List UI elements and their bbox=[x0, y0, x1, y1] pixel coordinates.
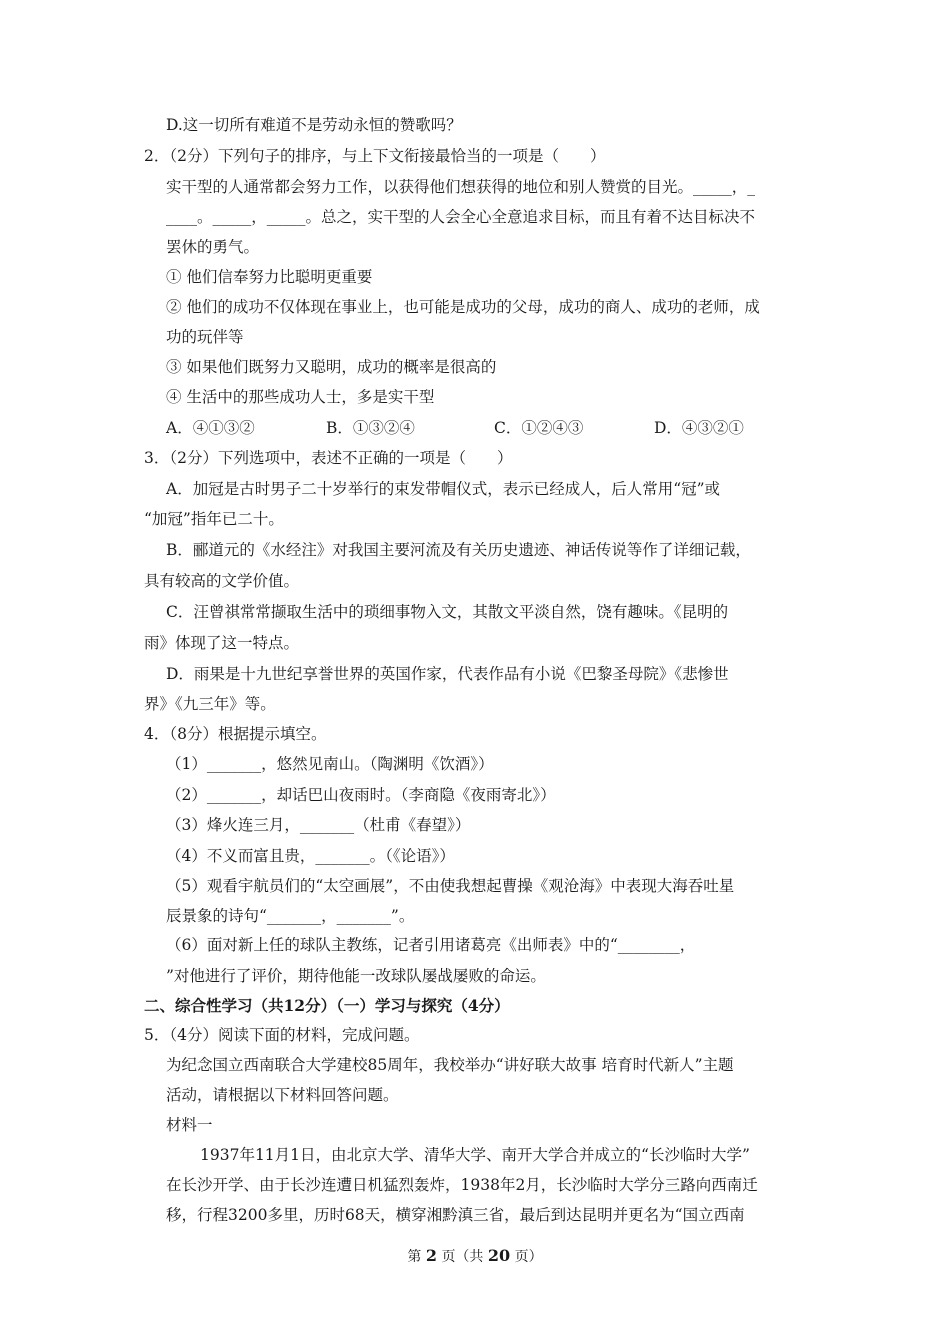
q2-item: ④ 生活中的那些成功人士，多是实干型 bbox=[166, 388, 435, 406]
q2-item: ① 他们信奉努力比聪明更重要 bbox=[166, 268, 373, 286]
footer-post: 页） bbox=[514, 1249, 543, 1265]
q4-header: 4．（8分）根据提示填空。 bbox=[144, 725, 327, 743]
footer-pre: 第 bbox=[407, 1249, 422, 1265]
q1-option-d: D.这一切所有难道不是劳动永恒的赞歌吗？ bbox=[166, 116, 462, 134]
footer-total-pages: 20 bbox=[487, 1246, 511, 1265]
q5-line: 活动，请根据以下材料回答问题。 bbox=[166, 1086, 399, 1104]
q3-option-line: C．汪曾祺常常撷取生活中的琐细事物入文，其散文平淡自然，饶有趣味。《昆明的 bbox=[166, 603, 729, 621]
q2-passage-line: ____。_____，_____。总之，实干型的人会全心全意追求目标，而且有着不达目标决不 bbox=[166, 208, 756, 226]
q5-material-label: 材料一 bbox=[166, 1116, 213, 1134]
q2-item: ② 他们的成功不仅体现在事业上，也可能是成功的父母，成功的商人、成功的老师，成 bbox=[166, 298, 760, 316]
q3-option-line: B．郦道元的《水经注》对我国主要河流及有关历史遗迹、神话传说等作了详细记载， bbox=[166, 541, 751, 559]
q5-line: 1937年11月1日，由北京大学、清华大学、南开大学合并成立的“长沙临时大学” bbox=[200, 1146, 750, 1164]
footer-mid: 页（共 bbox=[441, 1249, 484, 1265]
q3-header: 3．（2分）下列选项中，表述不正确的一项是（ ） bbox=[144, 449, 513, 467]
q5-line: 移，行程3200多里，历时68天，横穿湘黔滇三省，最后到达昆明并更名为“国立西南 bbox=[166, 1206, 745, 1224]
q2-passage-line: 罢休的勇气。 bbox=[166, 238, 260, 256]
q4-item: （5）观看宇航员们的“太空画展”，不由使我想起曹操《观沧海》中表现大海吞吐星 bbox=[166, 877, 735, 895]
q2-item: 功的玩伴等 bbox=[166, 328, 244, 346]
q2-passage-line: 实干型的人通常都会努力工作，以获得他们想获得的地位和别人赞赏的目光。_____，_ bbox=[166, 178, 756, 196]
q2-header: 2．（2分）下列句子的排序，与上下文衔接最恰当的一项是（ ） bbox=[144, 147, 606, 165]
page-footer bbox=[0, 1246, 950, 1267]
q2-option-b: B．①③②④ bbox=[326, 419, 415, 437]
q2-item: ③ 如果他们既努力又聪明，成功的概率是很高的 bbox=[166, 358, 497, 376]
q4-item: （4）不义而富且贵，_______。（《论语》） bbox=[166, 847, 455, 865]
q5-header: 5．（4分）阅读下面的材料，完成问题。 bbox=[144, 1026, 420, 1044]
q2-option-d: D．④③②① bbox=[654, 419, 744, 437]
footer-page-number: 2 bbox=[425, 1246, 437, 1265]
q3-option-line: “加冠”指年已二十。 bbox=[144, 510, 284, 528]
q3-option-line: D．雨果是十九世纪享誉世界的英国作家，代表作品有小说《巴黎圣母院》《悲惨世 bbox=[166, 665, 729, 683]
q4-item: 辰景象的诗句“_______，_______”。 bbox=[166, 907, 415, 925]
q4-item: ”对他进行了评价，期待他能一改球队屡战屡败的命运。 bbox=[166, 967, 546, 985]
q4-item: （3）烽火连三月，_______（杜甫《春望》） bbox=[166, 816, 471, 834]
q2-option-a: A．④①③② bbox=[166, 419, 255, 437]
q3-option-line: 界》《九三年》等。 bbox=[144, 695, 276, 713]
q3-option-line: A．加冠是古时男子二十岁举行的束发带帽仪式，表示已经成人，后人常用“冠”或 bbox=[166, 480, 721, 498]
section-title: 二、综合性学习（共12分）（一）学习与探究（4分） bbox=[144, 996, 510, 1015]
q4-item: （6）面对新上任的球队主教练，记者引用诸葛亮《出师表》中的“________， bbox=[166, 936, 696, 954]
q2-options bbox=[166, 418, 744, 438]
q3-option-line: 雨》体现了这一特点。 bbox=[144, 634, 300, 652]
q4-item: （2）_______，却话巴山夜雨时。（李商隐《夜雨寄北》） bbox=[166, 786, 556, 804]
q5-line: 为纪念国立西南联合大学建校85周年，我校举办“讲好联大故事 培育时代新人”主题 bbox=[166, 1056, 734, 1074]
q2-option-c: C．①②④③ bbox=[494, 419, 584, 437]
q4-item: （1）_______，悠然见南山。（陶渊明《饮酒》） bbox=[166, 755, 494, 773]
q3-option-line: 具有较高的文学价值。 bbox=[144, 572, 300, 590]
q5-line: 在长沙开学、由于长沙连遭日机猛烈轰炸，1938年2月，长沙临时大学分三路向西南迁 bbox=[166, 1176, 758, 1194]
